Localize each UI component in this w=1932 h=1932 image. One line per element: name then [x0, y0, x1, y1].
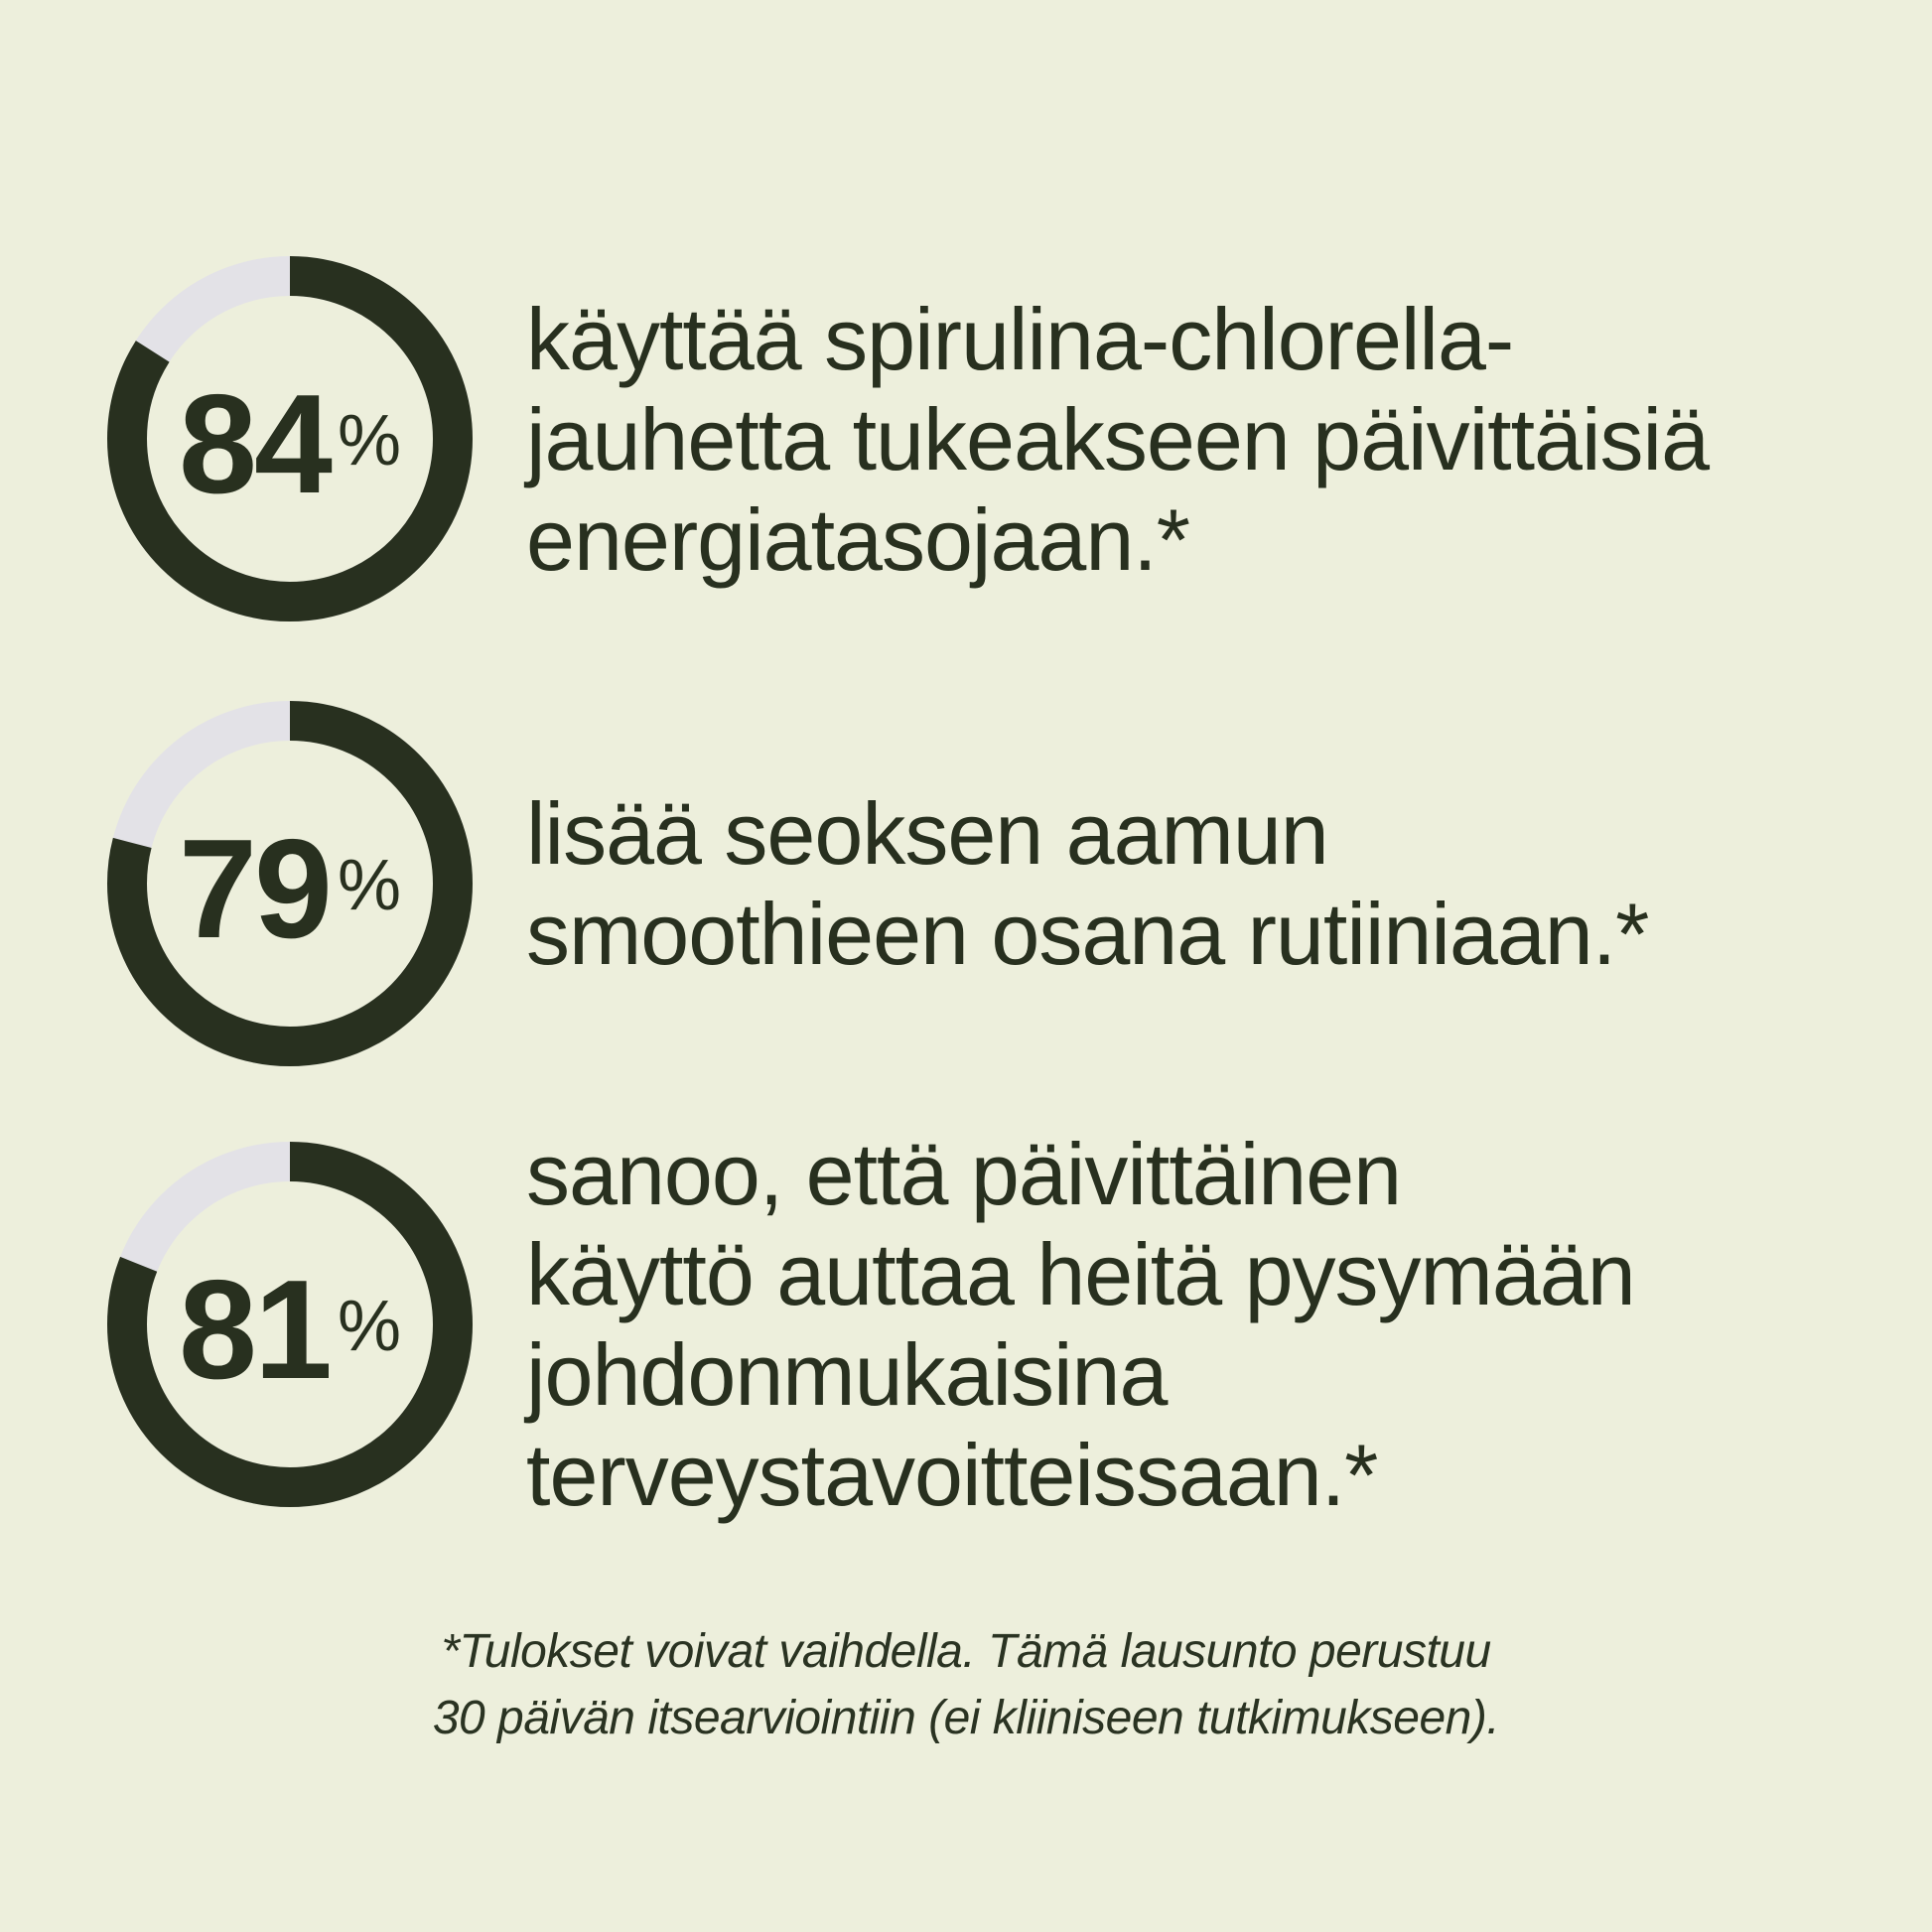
- stat-row-consistency: [106, 1125, 1932, 1524]
- percent-value: [106, 706, 474, 1073]
- percent-symbol: %: [337, 401, 401, 481]
- stat-text-line: käyttää spirulina-chlorella-: [526, 289, 1514, 388]
- stat-text-line: johdonmukaisina: [526, 1325, 1168, 1424]
- stat-text-line: lisää seoksen aamun: [526, 784, 1328, 883]
- stat-description: [526, 1124, 1635, 1525]
- donut-chart-79: [106, 700, 474, 1067]
- percent-number: 84: [179, 365, 330, 523]
- stat-row-energy: [106, 255, 1932, 622]
- percent-symbol: %: [337, 1287, 401, 1366]
- donut-chart-84: [106, 255, 474, 622]
- stat-text-line: käyttö auttaa heitä pysymään: [526, 1225, 1635, 1323]
- stat-text-line: energiatasojaan.*: [526, 489, 1189, 589]
- stat-text-line: terveystavoitteissaan.*: [526, 1426, 1378, 1524]
- disclaimer-line: *Tulokset voivat vaihdella. Tämä lausunto perustuu: [441, 1625, 1491, 1678]
- percent-number: 79: [179, 810, 330, 968]
- disclaimer-footnote: [0, 1618, 1932, 1751]
- percent-value: [106, 261, 474, 628]
- stat-text-line: jauhetta tukeakseen päivittäisiä: [526, 389, 1710, 488]
- disclaimer-line: 30 päivän itsearviointiin (ei kliiniseen tutkimukseen).: [432, 1692, 1500, 1744]
- stat-row-smoothie: [106, 700, 1932, 1067]
- stat-text-line: smoothieen osana rutiiniaan.*: [526, 885, 1649, 983]
- percent-number: 81: [179, 1251, 330, 1409]
- percent-value: [106, 1147, 474, 1514]
- donut-chart-81: [106, 1141, 474, 1508]
- stat-text-line: sanoo, että päivittäinen: [526, 1125, 1402, 1223]
- stat-description: [526, 289, 1709, 590]
- percent-symbol: %: [337, 846, 401, 925]
- stat-description: [526, 783, 1648, 984]
